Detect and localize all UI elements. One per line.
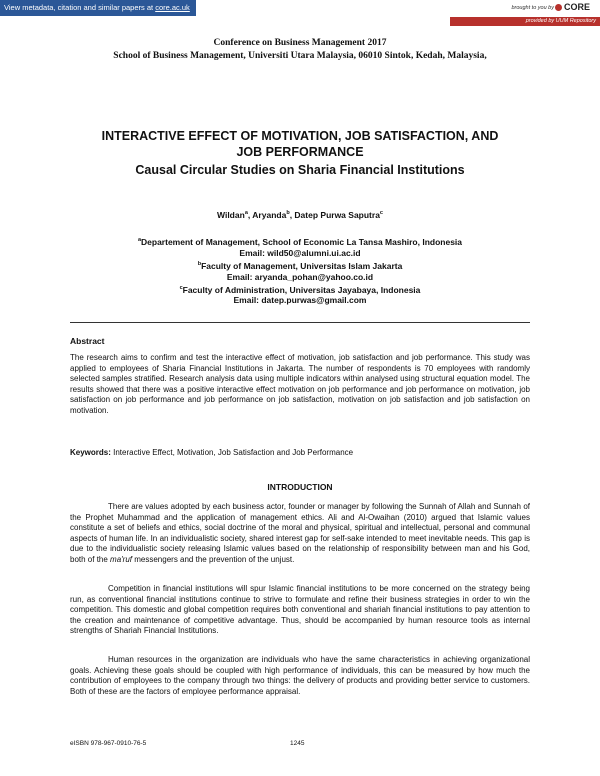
- author-name: Wildan: [217, 210, 245, 220]
- core-link[interactable]: core.ac.uk: [155, 3, 190, 12]
- intro-paragraph-2: Competition in financial institutions will spur Islamic financial institutions to be more concerned on the strategy being run, as conventional financial institutions continue to strive to formulate and refine their business strategies in order to win the competition. This domestic and global competition requires both conventional and shariah financial institutions to pay attention to the creation and maintenance of competitive advantage. Thus, should be accompanied by human resource tools as internal strengths of Shariah Financial Institutions.: [70, 584, 530, 636]
- author-superscript: c: [379, 210, 383, 217]
- affiliation-text: Faculty of Administration, Universitas Jayabaya, Indonesia: [182, 284, 421, 295]
- brought-to-you-text: brought to you by: [511, 5, 554, 11]
- metadata-banner[interactable]: [0, 0, 196, 16]
- affiliation-line: [0, 235, 600, 248]
- core-logo[interactable]: [555, 2, 590, 12]
- footer-page-number: 1245: [290, 740, 305, 747]
- affiliation-text: Email: wild50@alumni.ui.ac.id: [239, 247, 361, 258]
- footer-isbn: eISBN 978-967-0910-76-5: [70, 740, 147, 747]
- intro-italic-term: ma'ruf: [110, 554, 133, 564]
- abstract-text: The research aims to confirm and test the interactive effect of motivation, job satisfaction and job performance. This study was applied to employees of Sharia Financial Institutions in Jakarta. The number of respondents is 70 employees with randomly selected samples stratified. Research analysis data using multiple indicators within analysed using structural equation model. The results showed that there was a positive interactive effect motivation on job performance and job performance on motivation, job satisfaction on job performance and job performance on job satisfaction, motivation on job satisfaction and job satisfaction on motivation.: [70, 353, 530, 415]
- core-logo-text: CORE: [563, 2, 590, 12]
- intro-paragraph-1-end: messengers and the prevention of the unjust.: [132, 554, 295, 564]
- author-list: [0, 210, 600, 220]
- author-separator: ,: [289, 210, 295, 220]
- keywords-text: Interactive Effect, Motivation, Job Satisfaction and Job Performance: [110, 448, 354, 457]
- author-name: Datep Purwa Saputra: [294, 210, 380, 220]
- affiliation-email: [0, 272, 600, 283]
- metadata-prefix: View metadata, citation and similar papers at: [4, 3, 156, 12]
- affiliation-email: [0, 248, 600, 259]
- author-superscript: a: [244, 210, 248, 217]
- keywords: [70, 448, 530, 457]
- affiliation-text: Email: aryanda_pohan@yahoo.co.id: [226, 271, 374, 282]
- conference-name: Conference on Business Management 2017: [213, 38, 387, 48]
- affiliation-line: [0, 283, 600, 296]
- author-separator: ,: [247, 210, 253, 220]
- intro-paragraph-3: Human resources in the organization are individuals who have the same characteristics in achieving organizational goals. Achieving these goals should be coupled with high performance of individuals, this can be measured by how much the contribution of employees to the company through two things: the delivery of products and providing better service to customers. Both of these are the factors of employee performance appraisal.: [70, 655, 530, 696]
- affiliation-superscript: c: [179, 284, 183, 291]
- affiliation-text: Email: datep.purwas@gmail.com: [233, 295, 367, 306]
- abstract-heading: Abstract: [70, 336, 105, 346]
- paper-subtitle: Causal Circular Studies on Sharia Financial Institutions: [135, 163, 465, 177]
- provided-by-banner[interactable]: provided by UUM Repository: [450, 17, 600, 26]
- affiliation-superscript: a: [137, 237, 142, 243]
- affiliation-line: [0, 259, 600, 272]
- core-logo-icon: [555, 4, 562, 11]
- title-line-1: INTERACTIVE EFFECT OF MOTIVATION, JOB SATISFACTION, AND: [101, 129, 499, 143]
- introduction-heading: INTRODUCTION: [267, 482, 333, 492]
- affiliation-superscript: b: [197, 260, 202, 267]
- paper-title: [60, 128, 540, 160]
- affiliation-text: Departement of Management, School of Economic La Tansa Mashiro, Indonesia: [141, 236, 463, 247]
- top-bar: [0, 0, 600, 26]
- title-line-2: JOB PERFORMANCE: [236, 145, 364, 159]
- intro-paragraph-1-text: There are values adopted by each business actor, founder or manager by following the Sunnah of Allah and Sunnah of the Prophet Muhammad and the application of management ethics. Ali and Al-Owaihan (2010) argued that Islamic values constitute a set of beliefs and ethics, social doctrine of the moral and physical, spiritual and intellectual, personal and communal aspects of human life. In an individualistic society, shared interest gap for self-sake intended to meet inevitable needs. This gap is due to the individualistic society releasing Islamic values based on the relationship of responsibility between man and his God, both of the: [70, 502, 530, 564]
- conference-location: School of Business Management, Universiti Utara Malaysia, 06010 Sintok, Kedah, Malaysia,: [113, 51, 487, 61]
- author-superscript: b: [286, 210, 290, 217]
- intro-paragraph-1: [70, 502, 530, 566]
- affiliations: [0, 235, 600, 306]
- affiliation-email: [0, 295, 600, 306]
- author-name: Aryanda: [252, 210, 287, 220]
- keywords-label: Keywords:: [70, 448, 111, 457]
- abstract-divider: [70, 322, 530, 323]
- affiliation-text: Faculty of Management, Universitas Islam Jakarta: [201, 260, 403, 271]
